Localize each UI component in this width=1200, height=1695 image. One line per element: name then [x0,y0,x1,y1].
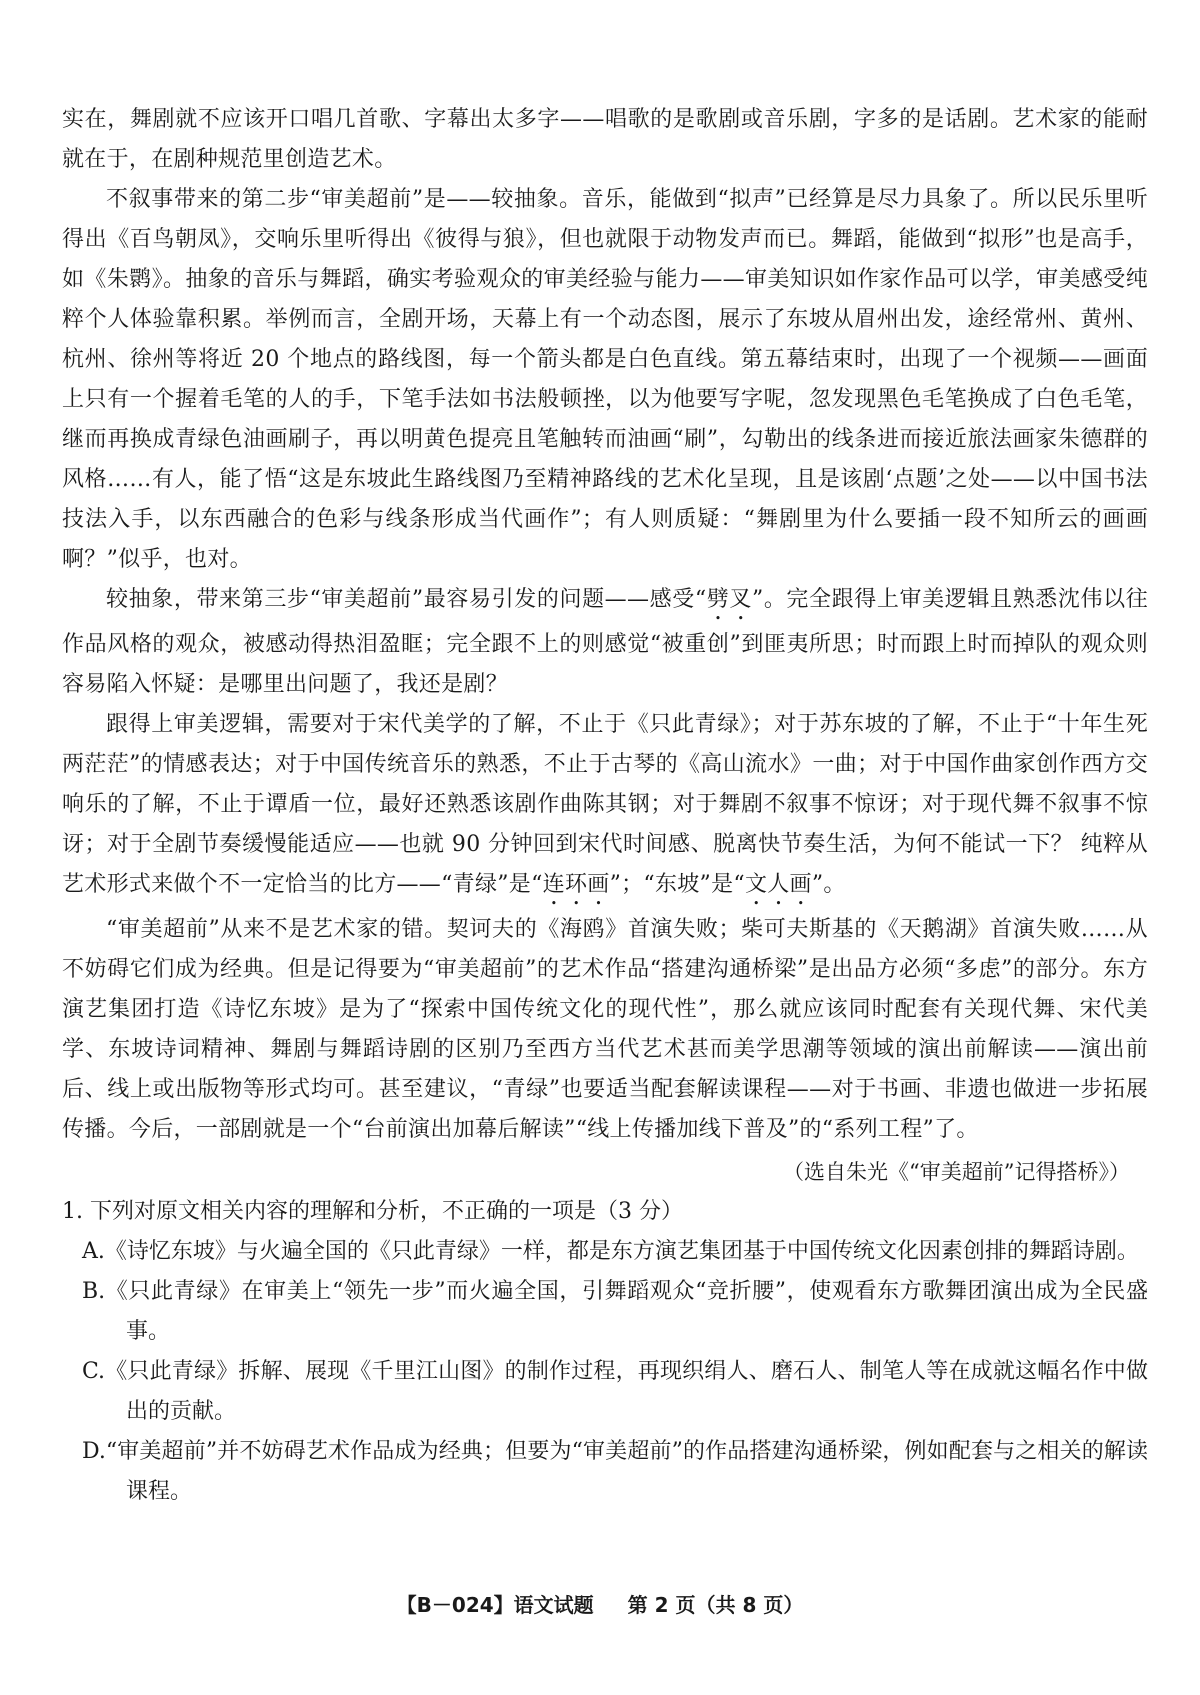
article-paragraph-4 [62,705,1148,910]
option-a-text: 《诗忆东坡》与火遍全国的《只此青绿》一样，都是东方演艺集团基于中国传统文化因素创排的舞蹈诗剧。 [104,1239,1139,1264]
option-b [62,1272,1148,1352]
emphasized-term-wenrenhua: 文人画 [744,872,812,897]
option-c [62,1352,1148,1432]
paragraph-4-text-a: 跟得上审美逻辑，需要对于宋代美学的了解，不止于《只此青绿》；对于苏东坡的了解，不止于“十年生死两茫茫”的情感表达；对于中国传统音乐的熟悉，不止于古琴的《高山流水》一曲；对于中国作曲家创作西方交响乐的了解，不止于谭盾一位，最好还熟悉该剧作曲陈其钢；对于舞剧不叙事不惊讶；对于现代舞不叙事不惊讶；对于全剧节奏缓慢能适应——也就 90 分钟回到宋代时间感、脱离快节奏生活，为何不能试一下？ 纯粹从艺术形式来做个不一定恰当的比方——“青绿”是“ [62,712,1148,897]
document-page [62,100,1148,1512]
option-d-letter: D. [82,1439,106,1464]
page-number: 第 2 页（共 8 页） [627,1593,804,1617]
article-paragraph-5: “审美超前”从来不是艺术家的错。契诃夫的《海鸥》首演失败；柴可夫斯基的《天鹅湖》首演失败……从不妨碍它们成为经典。但是记得要为“审美超前”的艺术作品“搭建沟通桥梁”是出品方必须“多虑”的部分。东方演艺集团打造《诗忆东坡》是为了“探索中国传统文化的现代性”，那么就应该同时配套有关现代舞、宋代美学、东坡诗词精神、舞剧与舞蹈诗剧的区别乃至西方当代艺术甚而美学思潮等领域的演出前解读——演出前后、线上或出版物等形式均可。甚至建议，“青绿”也要适当配套解读课程——对于书画、非遗也做进一步拓展传播。今后，一部剧就是一个“台前演出加幕后解读”“线上传播加线下普及”的“系列工程”了。 [62,917,1148,1142]
article-paragraph-1: 实在，舞剧就不应该开口唱几首歌、字幕出太多字——唱歌的是歌剧或音乐剧，字多的是话剧。艺术家的能耐就在于，在剧种规范里创造艺术。 [62,107,1148,172]
option-a-letter: A. [82,1239,105,1264]
article-paragraph-3 [62,580,1148,705]
option-a [62,1232,1148,1272]
option-b-letter: B. [82,1279,106,1304]
paragraph-3-text-a: 较抽象，带来第三步“审美超前”最容易引发的问题——感受“ [106,587,707,612]
exam-code: 【B－024】语文试题 [396,1593,594,1617]
option-d [62,1432,1148,1512]
question-stem: 1. 下列对原文相关内容的理解和分析，不正确的一项是（3 分） [62,1199,683,1224]
paragraph-4-text-c: ”。 [811,872,846,897]
paragraph-4-text-b: ”；“东坡”是“ [609,872,745,897]
paragraph-3-text-b: ”。完全跟得上审美逻辑且熟悉沈伟以往作品风格的观众，被感动得热泪盈眶；完全跟不上的则感觉“被重创”到匪夷所思；时而跟上时而掉队的观众则容易陷入怀疑：是哪里出问题了，我还是剧？ [62,587,1148,697]
page-footer [0,1590,1200,1620]
option-c-text: 《只此青绿》拆解、展现《千里江山图》的制作过程，再现织绢人、磨石人、制笔人等在成就这幅名作中做出的贡献。 [105,1359,1148,1424]
article-paragraph-2: 不叙事带来的第二步“审美超前”是——较抽象。音乐，能做到“拟声”已经算是尽力具象了。所以民乐里听得出《百鸟朝凤》，交响乐里听得出《彼得与狼》，但也就限于动物发声而已。舞蹈，能做到“拟形”也是高手，如《朱鹮》。抽象的音乐与舞蹈，确实考验观众的审美经验与能力——审美知识如作家作品可以学，审美感受纯粹个人体验靠积累。举例而言，全剧开场，天幕上有一个动态图，展示了东坡从眉州出发，途经常州、黄州、杭州、徐州等将近 20 个地点的路线图，每一个箭头都是白色直线。第五幕结束时，出现了一个视频——画面上只有一个握着毛笔的人的手，下笔手法如书法般顿挫，以为他要写字呢，忽发现黑色毛笔换成了白色毛笔，继而再换成青绿色油画刷子，再以明黄色提亮且笔触转而油画“刷”，勾勒出的线条进而接近旅法画家朱德群的风格……有人，能了悟“这是东坡此生路线图乃至精神路线的艺术化呈现，且是该剧‘点题’之处——以中国书法技法入手，以东西融合的色彩与线条形成当代画作”；有人则质疑：“舞剧里为什么要插一段不知所云的画画啊？”似乎，也对。 [62,187,1148,572]
option-d-text: “审美超前”并不妨碍艺术作品成为经典；但要为“审美超前”的作品搭建沟通桥梁，例如配套与之相关的解读课程。 [105,1439,1148,1504]
option-c-letter: C. [82,1359,106,1384]
option-b-text: 《只此青绿》在审美上“领先一步”而火遍全国，引舞蹈观众“竞折腰”，使观看东方歌舞团演出成为全民盛事。 [105,1279,1148,1344]
emphasized-term-lianhuanhua: 连环画 [542,872,610,897]
emphasized-term-pichai: 劈叉 [706,587,752,612]
article-source: （选自朱光《“审美超前”记得搭桥》） [783,1160,1130,1184]
